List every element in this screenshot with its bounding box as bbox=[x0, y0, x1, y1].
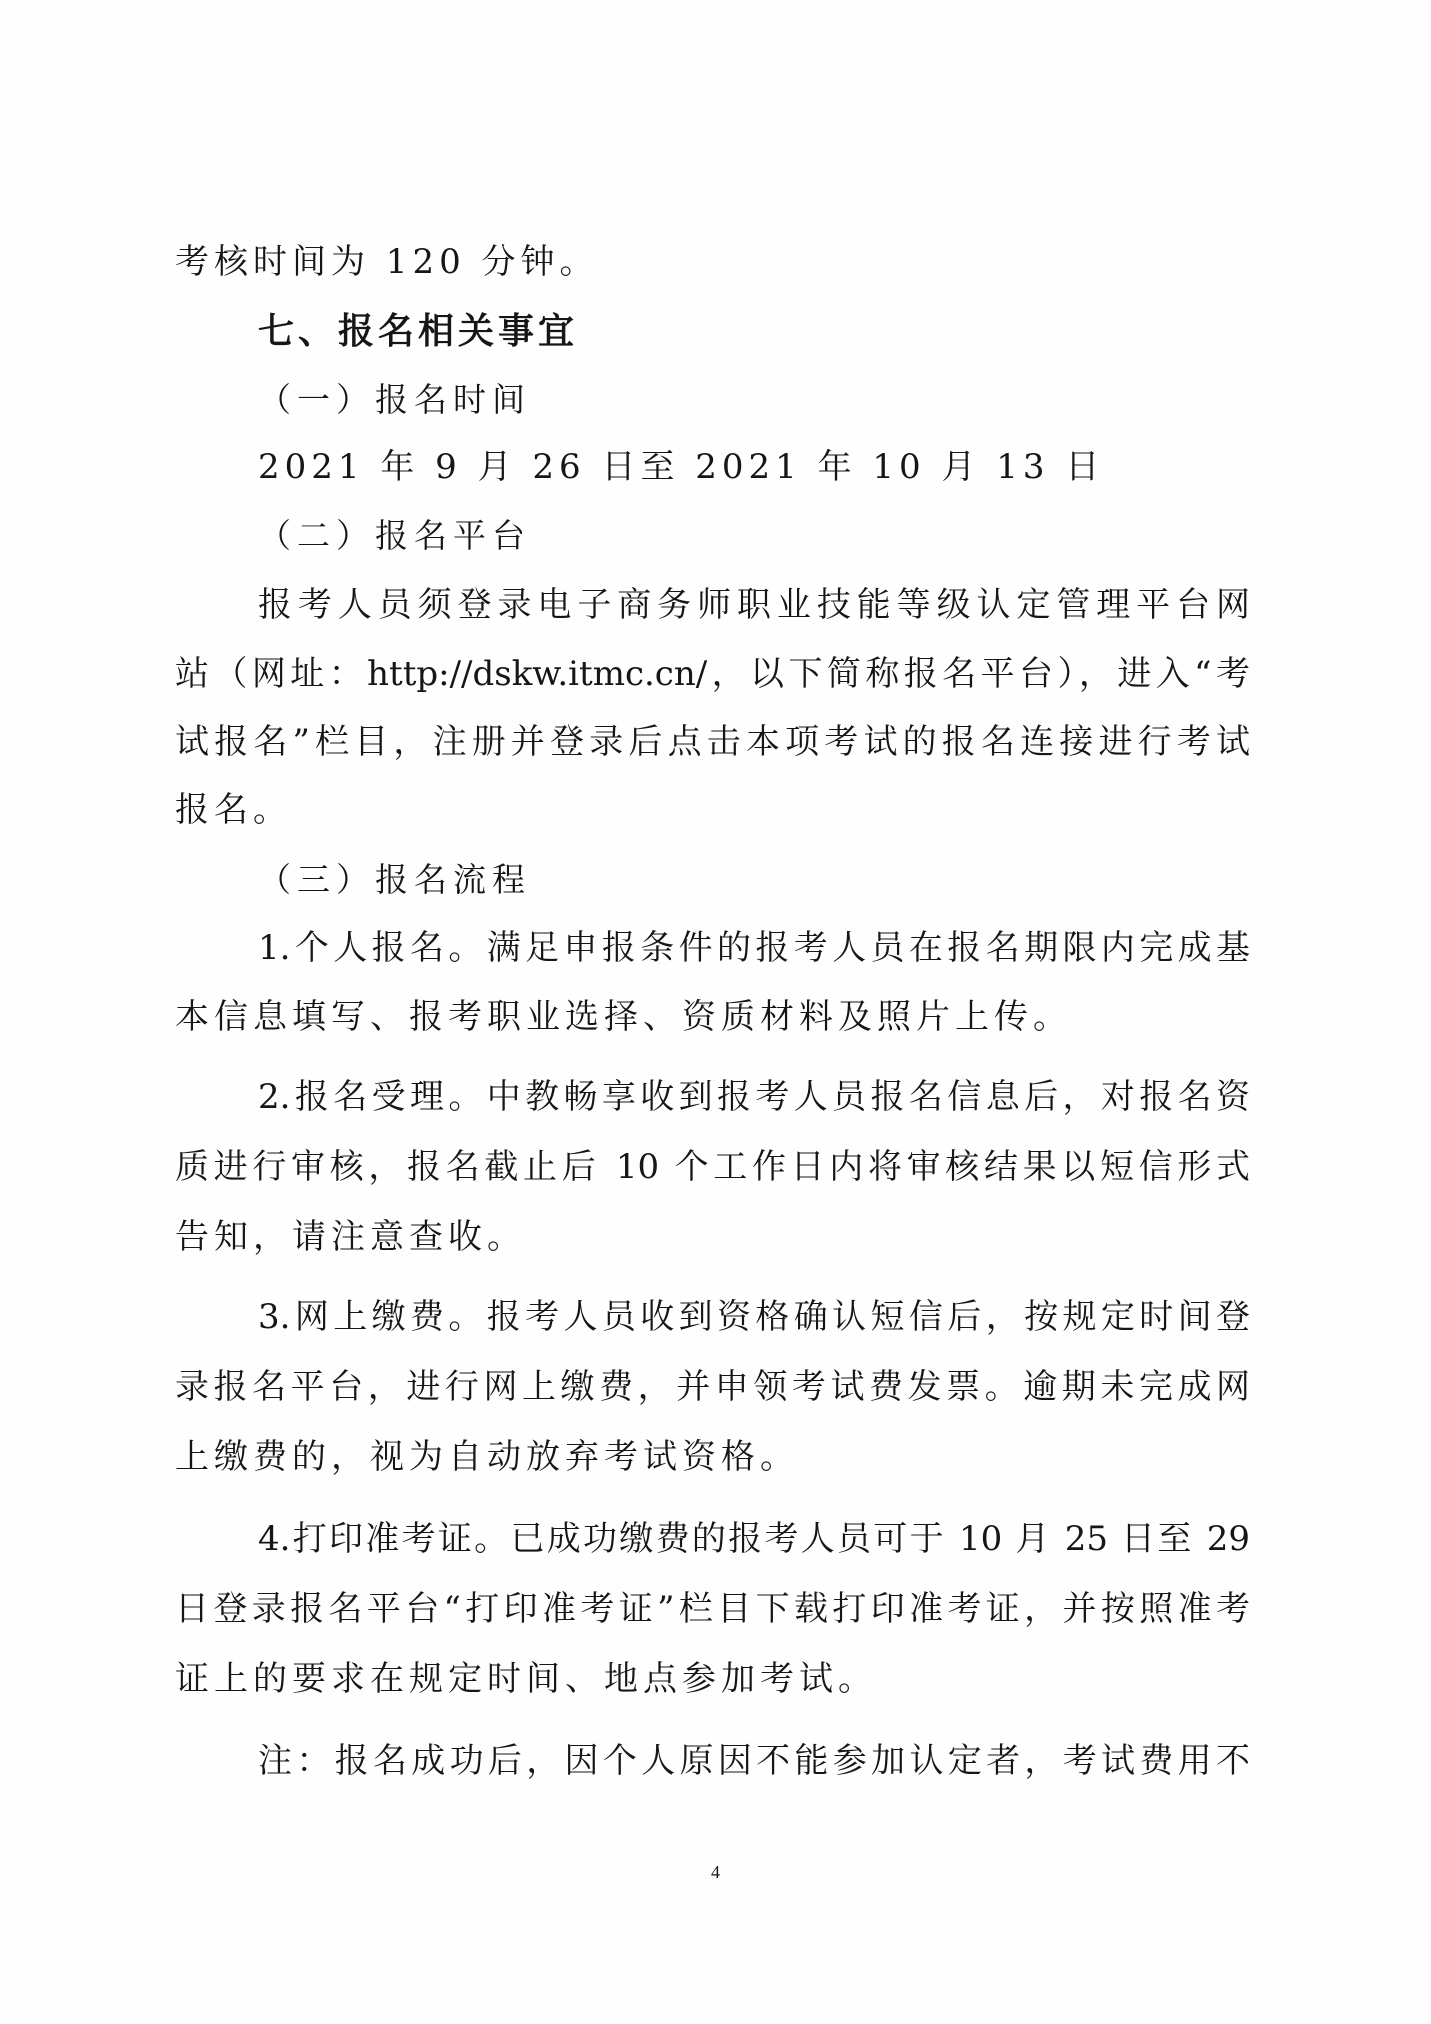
step3-line-2: 录报名平台，进行网上缴费，并申领考试费发票。逾期未完成网 bbox=[175, 1367, 1250, 1407]
step4-line-1: 4.打印准考证。已成功缴费的报考人员可于 10 月 25 日至 29 bbox=[258, 1519, 1250, 1559]
platform-paragraph-line-2: 站（网址：http://dskw.itmc.cn/，以下简称报名平台），进入“考 bbox=[175, 654, 1250, 694]
exam-duration-text: 考核时间为 120 分钟。 bbox=[175, 242, 599, 282]
step2-line-3: 告知，请注意查收。 bbox=[175, 1217, 526, 1257]
subheading-registration-platform: （二）报名平台 bbox=[258, 516, 531, 555]
platform-paragraph-line-1: 报考人员须登录电子商务师职业技能等级认定管理平台网 bbox=[258, 585, 1250, 625]
step4-line-2: 日登录报名平台“打印准考证”栏目下载打印准考证，并按照准考 bbox=[175, 1589, 1250, 1629]
platform-paragraph-line-3: 试报名”栏目，注册并登录后点击本项考试的报名连接进行考试 bbox=[175, 722, 1250, 762]
step1-line-2: 本信息填写、报考职业选择、资质材料及照片上传。 bbox=[175, 997, 1072, 1037]
step3-line-3: 上缴费的，视为自动放弃考试资格。 bbox=[175, 1437, 799, 1477]
subheading-registration-process: （三）报名流程 bbox=[258, 860, 531, 899]
step3-line-1: 3.网上缴费。报考人员收到资格确认短信后，按规定时间登 bbox=[258, 1297, 1250, 1337]
step4-line-3: 证上的要求在规定时间、地点参加考试。 bbox=[175, 1659, 877, 1699]
section-heading-registration: 七、报名相关事宜 bbox=[258, 311, 579, 352]
page-number: 4 bbox=[711, 1862, 720, 1882]
step2-line-2: 质进行审核，报名截止后 10 个工作日内将审核结果以短信形式 bbox=[175, 1147, 1250, 1187]
step1-line-1: 1.个人报名。满足申报条件的报考人员在报名期限内完成基 bbox=[258, 928, 1250, 968]
platform-paragraph-line-4: 报名。 bbox=[175, 790, 292, 830]
registration-date-range: 2021 年 9 月 26 日至 2021 年 10 月 13 日 bbox=[258, 447, 1105, 487]
subheading-registration-time: （一）报名时间 bbox=[258, 380, 531, 419]
note-line-1: 注：报名成功后，因个人原因不能参加认定者，考试费用不 bbox=[258, 1741, 1250, 1781]
step2-line-1: 2.报名受理。中教畅享收到报考人员报名信息后，对报名资 bbox=[258, 1077, 1250, 1117]
